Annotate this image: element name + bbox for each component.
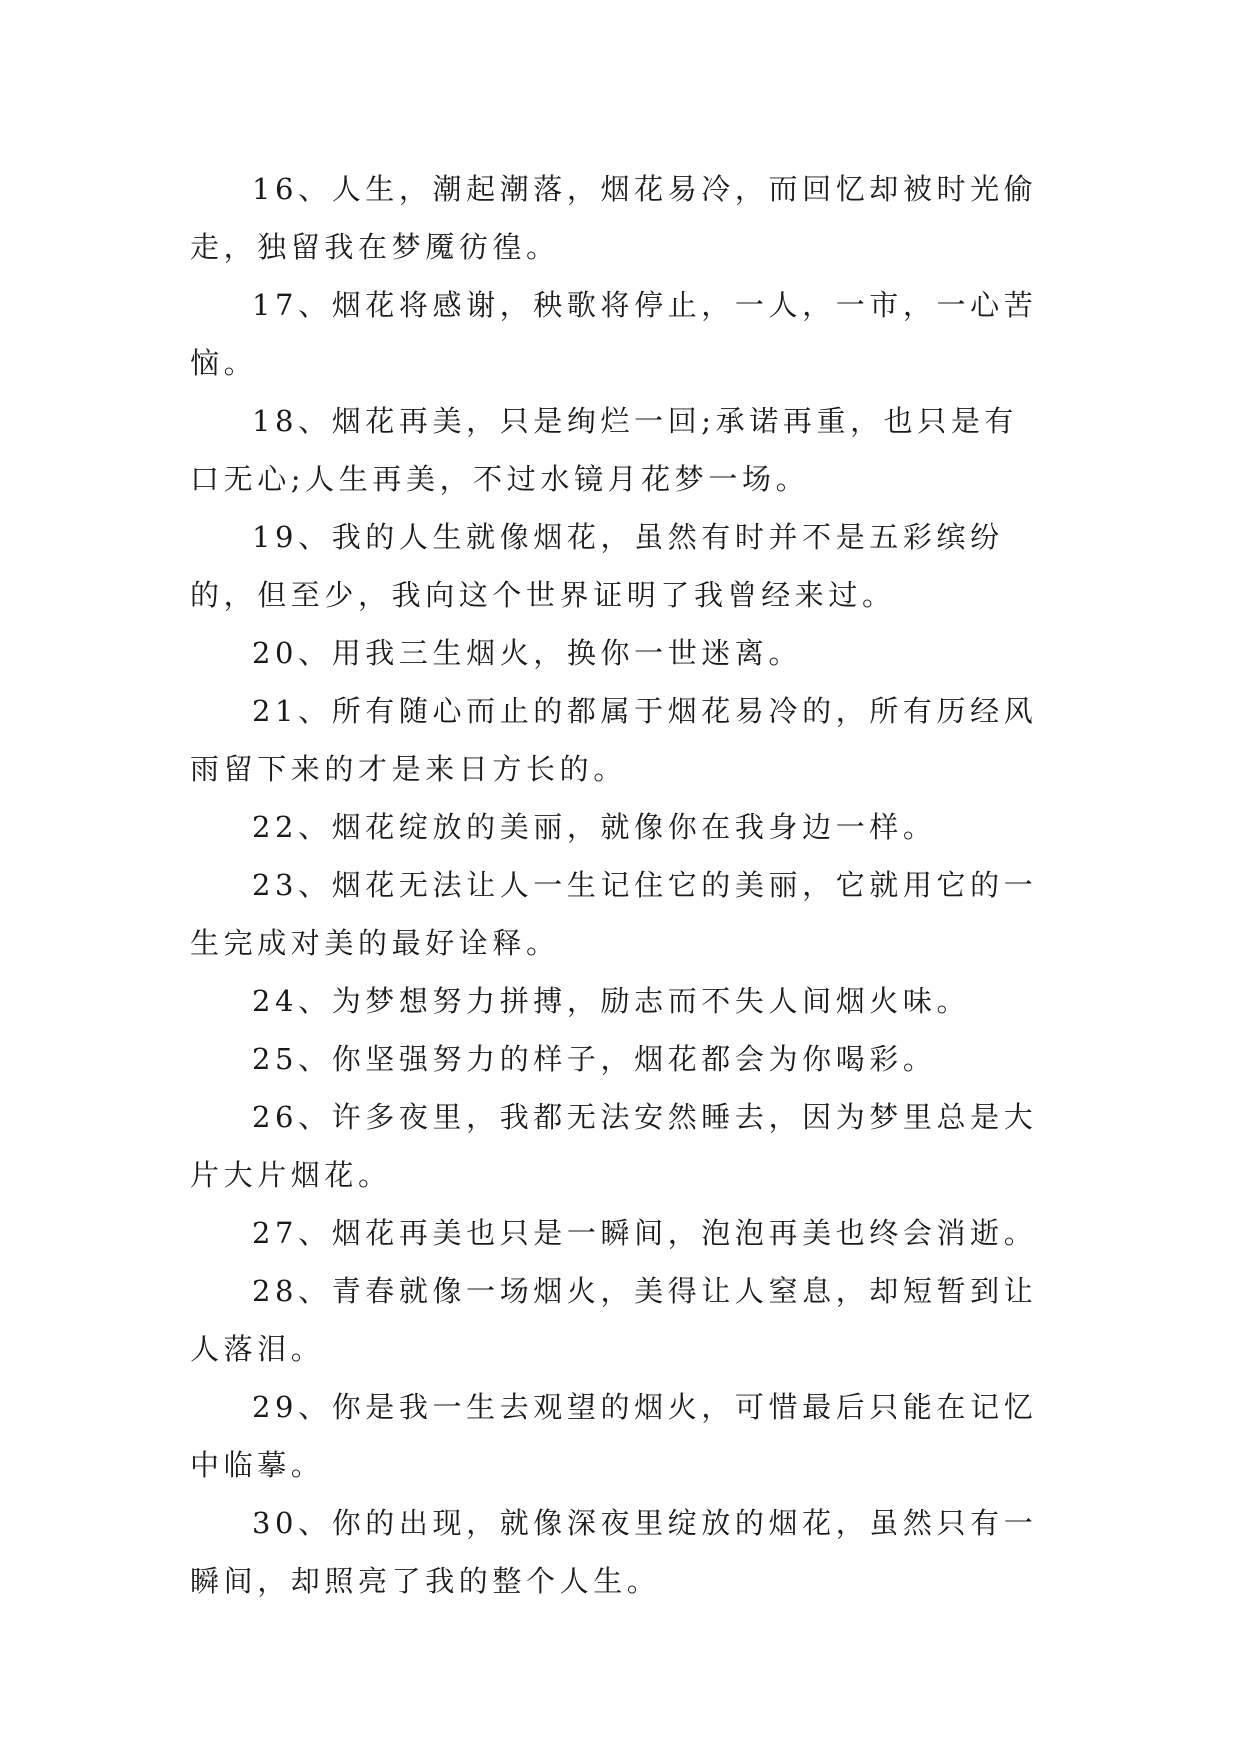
paragraph-24: 24、为梦想努力拼搏，励志而不失人间烟火味。 xyxy=(252,984,971,1018)
paragraph-17: 17、烟花将感谢，秧歌将停止，一人，一市，一心苦恼。 xyxy=(190,288,1038,380)
paragraph-25: 25、你坚强努力的样子，烟花都会为你喝彩。 xyxy=(252,1042,937,1076)
paragraph-21: 21、所有随心而止的都属于烟花易冷的，所有历经风雨留下来的才是来日方长的。 xyxy=(190,694,1038,786)
paragraph-22: 22、烟花绽放的美丽，就像你在我身边一样。 xyxy=(252,810,937,844)
paragraph-20: 20、用我三生烟火，换你一世迷离。 xyxy=(252,636,803,670)
paragraph-27: 27、烟花再美也只是一瞬间，泡泡再美也终会消逝。 xyxy=(252,1216,1038,1250)
document-body xyxy=(190,160,1050,1610)
paragraph-28: 28、青春就像一场烟火，美得让人窒息，却短暂到让人落泪。 xyxy=(190,1274,1038,1366)
paragraph-18: 18、烟花再美，只是绚烂一回;承诺再重，也只是有口无心;人生再美，不过水镜月花梦一场。 xyxy=(190,404,1019,496)
paragraph-16: 16、人生，潮起潮落，烟花易冷，而回忆却被时光偷走，独留我在梦魇彷徨。 xyxy=(190,172,1038,264)
paragraph-29: 29、你是我一生去观望的烟火，可惜最后只能在记忆中临摹。 xyxy=(190,1390,1038,1482)
paragraph-23: 23、烟花无法让人一生记住它的美丽，它就用它的一生完成对美的最好诠释。 xyxy=(190,868,1038,960)
paragraph-30: 30、你的出现，就像深夜里绽放的烟花，虽然只有一瞬间，却照亮了我的整个人生。 xyxy=(190,1506,1038,1598)
paragraph-19: 19、我的人生就像烟花，虽然有时并不是五彩缤纷的，但至少，我向这个世界证明了我曾经来过。 xyxy=(190,520,1004,612)
paragraph-26: 26、许多夜里，我都无法安然睡去，因为梦里总是大片大片烟花。 xyxy=(190,1100,1038,1192)
